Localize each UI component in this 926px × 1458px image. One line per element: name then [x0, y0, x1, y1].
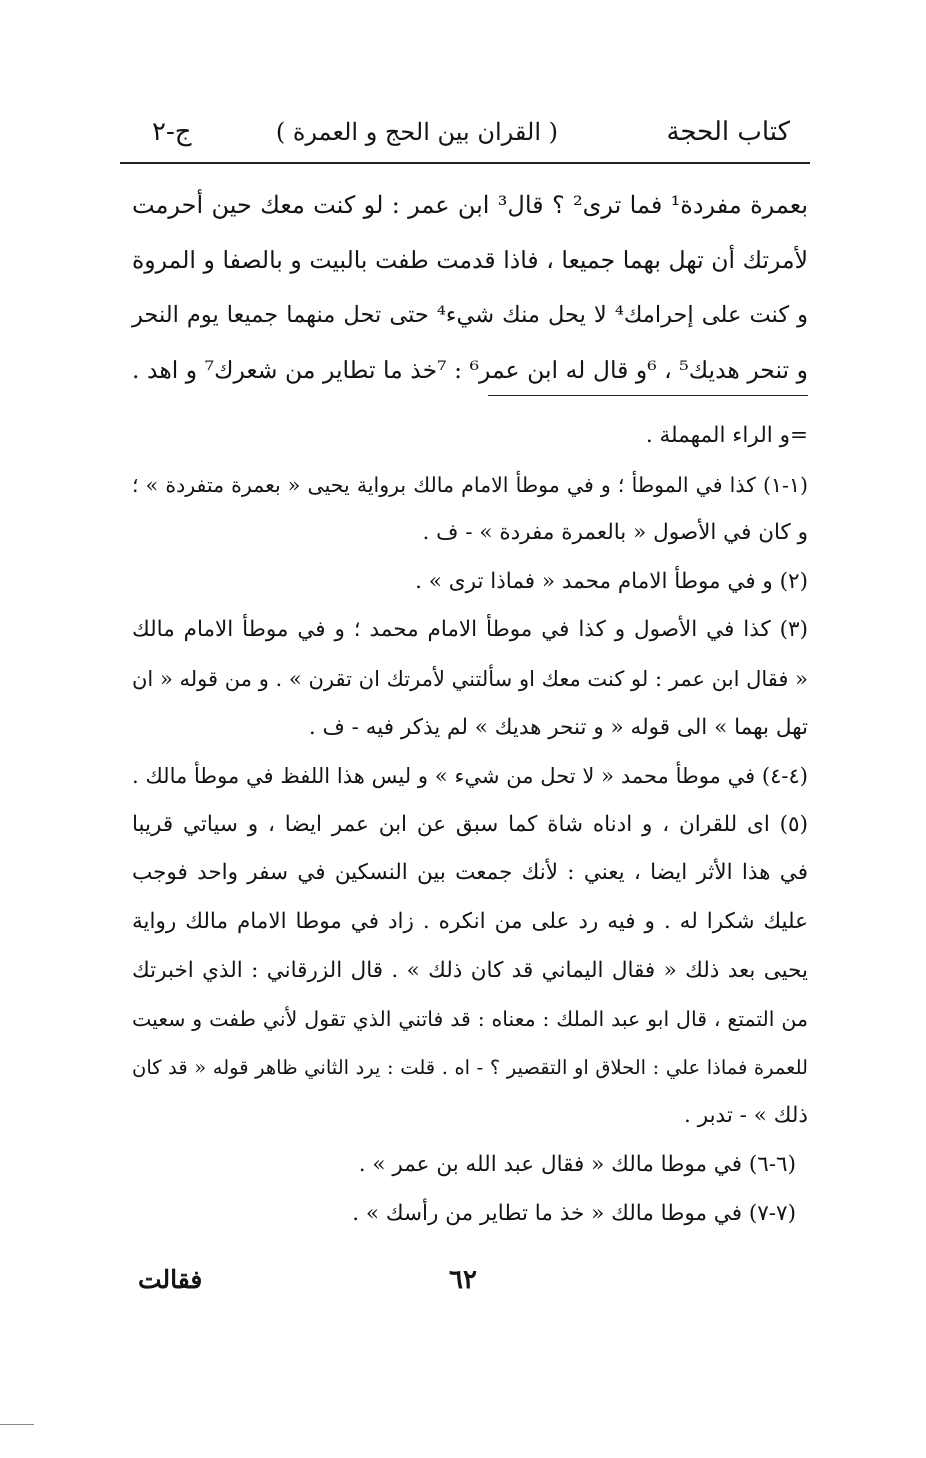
main-text-line: بعمرة مفردة¹ فما ترى² ؟ قال³ ابن عمر : لو كنت معك حين أحرمت	[132, 191, 809, 219]
book-title: كتاب الحجة	[666, 117, 790, 147]
footnote-line: « فقال ابن عمر : لو كنت معك او سألتني لأمرتك ان تقرن » . و من قوله « ان	[132, 666, 808, 691]
catchword: فقالت	[138, 1265, 203, 1294]
chapter-title: ( القران بين الحج و العمرة )	[275, 118, 558, 146]
main-text	[132, 178, 808, 398]
footnote-line: تهل بهما » الى قوله « و تنحر هديك » لم يذكر فيه - ف .	[308, 714, 808, 740]
volume-number: ج-٢	[152, 117, 192, 147]
footnote-divider	[488, 395, 808, 396]
footnotes	[132, 412, 808, 1238]
footnote-line: (٤-٤) في موطأ محمد « لا تحل من شيء » و ليس هذا اللفظ في موطأ مالك .	[132, 764, 808, 789]
header-divider	[120, 162, 810, 164]
page-number: ٦٢	[449, 1265, 477, 1295]
footnote-line: =و الراء المهملة .	[645, 423, 808, 448]
footnote-line: يحيى بعد ذلك « فقال اليماني قد كان ذلك » . قال الزرقاني : الذي اخبرتك	[132, 957, 808, 983]
footnote-line: (٧-٧) في موطا مالك « خذ ما تطاير من رأسك » .	[352, 1200, 796, 1226]
scan-edge-mark	[0, 1424, 34, 1425]
footnote-line: (١-١) كذا في الموطأ ؛ و في موطأ الامام مالك برواية يحيى « بعمرة متفردة » ؛	[132, 472, 808, 497]
footnote-line: للعمرة فماذا علي : الحلاق او التقصير ؟ - اه . قلت : يرد الثاني ظاهر قوله « قد كان	[132, 1055, 808, 1079]
footnote-line: عليك شكرا له . و فيه رد على من انكره . زاد في موطا الامام مالك رواية	[132, 908, 808, 934]
main-text-line: و كنت على إحرامك⁴ لا يحل منك شيء⁴ حتى تحل منهما جميعا يوم النحر	[132, 302, 808, 328]
footnote-line: ذلك » - تدبر .	[684, 1103, 808, 1129]
main-text-line: لأمرتك أن تهل بهما جميعا ، فاذا قدمت طفت بالبيت و بالصفا و المروة	[132, 246, 808, 274]
footnote-line: في هذا الأثر ايضا ، يعني : لأنك جمعت بين النسكين في سفر واحد فوجب	[132, 860, 808, 886]
main-text-line: و تنحر هديك⁵ ، ⁶و قال له ابن عمر⁶ : ⁷خذ ما تطاير من شعرك⁷ و اهد .	[132, 356, 808, 384]
page-header	[140, 112, 790, 156]
footnote-line: (٥) اى للقران ، و ادناه شاة كما سبق عن ابن عمر ايضا ، و سياتي قريبا	[132, 811, 808, 837]
footnote-line: من التمتع ، قال ابو عبد الملك : معناه : قد فاتني الذي تقول لأني طفت و سعيت	[132, 1007, 808, 1032]
footnote-line: (٢) و في موطأ الامام محمد « فماذا ترى » .	[415, 568, 808, 594]
footnote-line: (٦-٦) في موطا مالك « فقال عبد الله بن عمر » .	[358, 1151, 796, 1177]
footnote-line: و كان في الأصول « بالعمرة مفردة » - ف .	[422, 520, 808, 546]
footnote-line: (٣) كذا في الأصول و كذا في موطأ الامام محمد ؛ و في موطأ الامام مالك	[132, 617, 808, 643]
